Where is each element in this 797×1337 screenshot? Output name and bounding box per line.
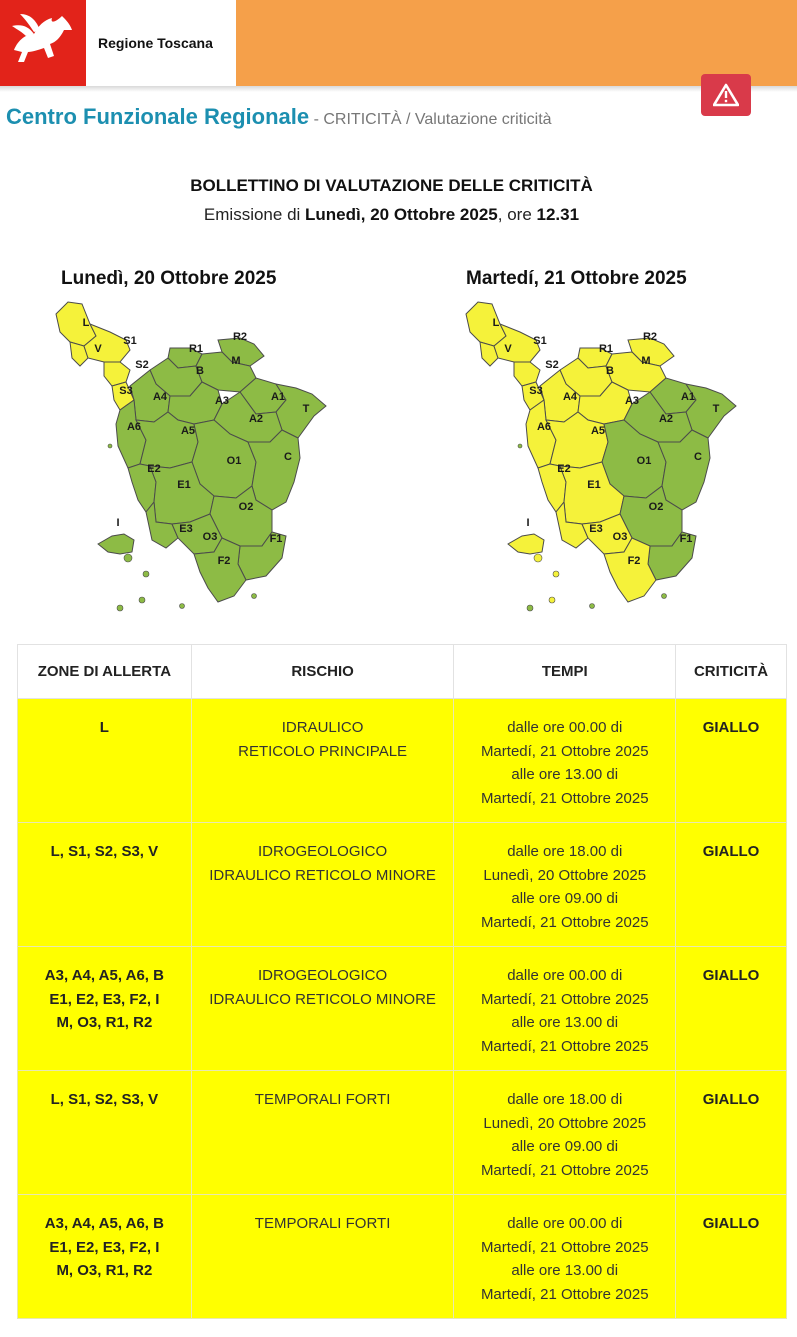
risk-cell-line: IDROGEOLOGICO bbox=[258, 843, 388, 860]
map-island bbox=[143, 571, 149, 577]
map-title-monday: Lunedì, 20 Ottobre 2025 bbox=[61, 268, 277, 289]
criticality-cell: GIALLO bbox=[676, 699, 787, 823]
map-island bbox=[553, 571, 559, 577]
criticality-cell: GIALLO bbox=[676, 1195, 787, 1319]
map-zone-label: E1 bbox=[587, 479, 601, 491]
map-zone-label: O2 bbox=[648, 501, 664, 513]
times-cell bbox=[454, 1071, 676, 1195]
zone-cell-line: L, S1, S2, S3, V bbox=[50, 1091, 159, 1108]
map-zone-label: R2 bbox=[642, 331, 658, 343]
times-cell-line: Lunedì, 20 Ottobre 2025 bbox=[483, 866, 647, 884]
risk-cell-line: TEMPORALI FORTI bbox=[254, 1215, 391, 1232]
zone-cell bbox=[18, 1071, 192, 1195]
region-name-box[interactable] bbox=[86, 0, 236, 86]
emission-time: 12.31 bbox=[536, 205, 580, 224]
map-island bbox=[534, 554, 542, 562]
times-cell-line: alle ore 13.00 di bbox=[511, 766, 619, 783]
map-zone-label: O1 bbox=[226, 455, 242, 467]
emission-prefix: Emissione di bbox=[203, 205, 306, 224]
zone-cell-line: L, S1, S2, S3, V bbox=[50, 843, 159, 860]
breadcrumb-title[interactable]: Centro Funzionale Regionale bbox=[6, 104, 310, 129]
map-zone-label: S3 bbox=[529, 385, 543, 397]
map-zone-label: M bbox=[641, 355, 651, 367]
times-cell-line: Martedí, 21 Ottobre 2025 bbox=[480, 789, 649, 807]
times-cell-line: Martedí, 21 Ottobre 2025 bbox=[480, 990, 649, 1008]
map-zone-label: F1 bbox=[679, 533, 693, 545]
risk-cell bbox=[191, 947, 454, 1071]
times-cell-line: Martedí, 21 Ottobre 2025 bbox=[480, 1238, 649, 1256]
emission-mid: , ore bbox=[497, 205, 537, 224]
bulletin-title: BOLLETTINO DI VALUTAZIONE DELLE CRITICITÀ bbox=[190, 176, 593, 195]
pegasus-icon bbox=[0, 0, 86, 86]
times-cell bbox=[454, 823, 676, 947]
zone-cell-line: E1, E2, E3, F2, I bbox=[49, 1238, 160, 1256]
alert-button[interactable] bbox=[701, 74, 751, 116]
map-island bbox=[518, 444, 522, 448]
map-zone-label: V bbox=[94, 343, 102, 355]
map-zone-label: S3 bbox=[119, 385, 133, 397]
criticality-cell: GIALLO bbox=[676, 947, 787, 1071]
map-title-tuesday: Martedí, 21 Ottobre 2025 bbox=[466, 268, 687, 289]
map-zone-label: F2 bbox=[217, 555, 231, 567]
zone-cell bbox=[18, 823, 192, 947]
header-times: TEMPI bbox=[454, 645, 676, 699]
risk-cell-line: TEMPORALI FORTI bbox=[254, 1091, 391, 1108]
zone-cell bbox=[18, 1195, 192, 1319]
times-cell-line: dalle ore 00.00 di bbox=[507, 719, 623, 736]
breadcrumb-path: - CRITICITÀ / Valutazione criticità bbox=[309, 111, 552, 128]
breadcrumb bbox=[6, 104, 552, 130]
zone-cell-line: L bbox=[99, 719, 109, 736]
map-zone-label: L bbox=[82, 317, 90, 329]
table-row bbox=[18, 823, 787, 947]
header-risk: RISCHIO bbox=[191, 645, 454, 699]
risk-cell bbox=[191, 699, 454, 823]
map-zone-label: A5 bbox=[590, 425, 606, 437]
header-shadow bbox=[0, 86, 797, 92]
times-cell-line: dalle ore 00.00 di bbox=[507, 1215, 623, 1232]
zone-cell-line: M, O3, R1, R2 bbox=[56, 1262, 153, 1279]
map-zone-label: F1 bbox=[269, 533, 283, 545]
times-cell-line: Martedí, 21 Ottobre 2025 bbox=[480, 742, 649, 760]
map-zone-label: I bbox=[526, 517, 530, 529]
risk-cell-line: IDRAULICO bbox=[281, 719, 364, 736]
map-zone-label: V bbox=[504, 343, 512, 355]
header-criticality: CRITICITÀ bbox=[676, 645, 787, 699]
map-zone-label: A6 bbox=[536, 421, 552, 433]
times-cell-line: Martedí, 21 Ottobre 2025 bbox=[480, 1037, 649, 1055]
map-zone-label: A2 bbox=[658, 413, 674, 425]
risk-cell-line: IDRAULICO RETICOLO MINORE bbox=[209, 866, 436, 884]
times-cell-line: dalle ore 18.00 di bbox=[507, 843, 623, 860]
map-zone-label: A6 bbox=[126, 421, 142, 433]
map-zone-label: O1 bbox=[636, 455, 652, 467]
emission-line bbox=[0, 205, 783, 225]
map-island bbox=[590, 604, 595, 609]
map-island bbox=[527, 605, 533, 611]
map-zone-label: L bbox=[492, 317, 500, 329]
risk-cell-line: IDRAULICO RETICOLO MINORE bbox=[209, 990, 436, 1008]
times-cell bbox=[454, 947, 676, 1071]
map-zone-label: A1 bbox=[680, 391, 696, 403]
criticality-table bbox=[17, 644, 787, 1319]
times-cell-line: Martedí, 21 Ottobre 2025 bbox=[480, 1161, 649, 1179]
criticality-cell: GIALLO bbox=[676, 1071, 787, 1195]
zone-cell bbox=[18, 947, 192, 1071]
risk-cell-line: IDROGEOLOGICO bbox=[258, 967, 388, 984]
map-island bbox=[662, 594, 667, 599]
risk-cell-line: RETICOLO PRINCIPALE bbox=[238, 742, 408, 760]
times-cell bbox=[454, 699, 676, 823]
header-zones: ZONE DI ALLERTA bbox=[18, 645, 192, 699]
zone-cell-line: A3, A4, A5, A6, B bbox=[44, 1215, 164, 1232]
map-zone-label: T bbox=[302, 403, 310, 415]
criticality-cell: GIALLO bbox=[676, 823, 787, 947]
map-zone-label: A3 bbox=[624, 395, 640, 407]
map-zone-label: R1 bbox=[598, 343, 614, 355]
map-zone-label: B bbox=[606, 365, 614, 377]
risk-cell bbox=[191, 1195, 454, 1319]
times-cell-line: Martedí, 21 Ottobre 2025 bbox=[480, 913, 649, 931]
map-zone-label: S1 bbox=[533, 335, 547, 347]
map-zone-label: F2 bbox=[627, 555, 641, 567]
risk-cell bbox=[191, 823, 454, 947]
map-island bbox=[549, 597, 555, 603]
times-cell-line: alle ore 13.00 di bbox=[511, 1262, 619, 1279]
map-island bbox=[139, 597, 145, 603]
warning-triangle-icon bbox=[713, 83, 739, 107]
map-zone-label: C bbox=[284, 451, 292, 463]
map-zone-label: E2 bbox=[557, 463, 571, 475]
map-zone-label: O3 bbox=[612, 531, 628, 543]
region-logo[interactable] bbox=[0, 0, 86, 86]
map-island bbox=[117, 605, 123, 611]
table-row bbox=[18, 699, 787, 823]
map-zone-label: B bbox=[196, 365, 204, 377]
map-zone-label: M bbox=[231, 355, 241, 367]
times-cell-line: dalle ore 00.00 di bbox=[507, 967, 623, 984]
map-zone-label: E3 bbox=[589, 523, 603, 535]
times-cell-line: alle ore 09.00 di bbox=[511, 1138, 619, 1155]
emission-date: Lunedì, 20 Ottobre 2025 bbox=[305, 205, 498, 224]
map-zone-label: T bbox=[712, 403, 720, 415]
times-cell bbox=[454, 1195, 676, 1319]
risk-cell bbox=[191, 1071, 454, 1195]
map-zone-label: S2 bbox=[545, 359, 559, 371]
map-zone-label: S2 bbox=[135, 359, 149, 371]
map-island bbox=[124, 554, 132, 562]
zone-cell-line: E1, E2, E3, F2, I bbox=[49, 990, 160, 1008]
times-cell-line: Lunedì, 20 Ottobre 2025 bbox=[483, 1114, 647, 1132]
map-zone-label: A4 bbox=[152, 391, 168, 403]
map-zone-label: A5 bbox=[180, 425, 196, 437]
times-cell-line: dalle ore 18.00 di bbox=[507, 1091, 623, 1108]
map-zone-label: A3 bbox=[214, 395, 230, 407]
map-zone-label: S1 bbox=[123, 335, 137, 347]
map-island bbox=[180, 604, 185, 609]
zone-cell-line: A3, A4, A5, A6, B bbox=[44, 967, 164, 984]
map-tuesday bbox=[460, 296, 760, 616]
map-zone-label: A4 bbox=[562, 391, 578, 403]
zone-cell-line: M, O3, R1, R2 bbox=[56, 1014, 153, 1031]
map-zone-i bbox=[98, 534, 134, 554]
map-zone-label: C bbox=[694, 451, 702, 463]
table-row bbox=[18, 1195, 787, 1319]
map-island bbox=[252, 594, 257, 599]
zone-cell bbox=[18, 699, 192, 823]
times-cell-line: alle ore 13.00 di bbox=[511, 1014, 619, 1031]
map-zone-label: E2 bbox=[147, 463, 161, 475]
times-cell-line: Martedí, 21 Ottobre 2025 bbox=[480, 1285, 649, 1303]
map-zone-label: A2 bbox=[248, 413, 264, 425]
map-zone-label: I bbox=[116, 517, 120, 529]
map-zone-label: R1 bbox=[188, 343, 204, 355]
map-zone-i bbox=[508, 534, 544, 554]
map-monday bbox=[50, 296, 350, 616]
map-zone-label: R2 bbox=[232, 331, 248, 343]
map-zone-label: E1 bbox=[177, 479, 191, 491]
map-zone-label: O2 bbox=[238, 501, 254, 513]
map-zone-label: A1 bbox=[270, 391, 286, 403]
map-zone-label: E3 bbox=[179, 523, 193, 535]
map-island bbox=[108, 444, 112, 448]
map-zone-label: O3 bbox=[202, 531, 218, 543]
times-cell-line: alle ore 09.00 di bbox=[511, 890, 619, 907]
table-row bbox=[18, 1071, 787, 1195]
region-name: Regione Toscana bbox=[98, 35, 213, 51]
table-row bbox=[18, 947, 787, 1071]
